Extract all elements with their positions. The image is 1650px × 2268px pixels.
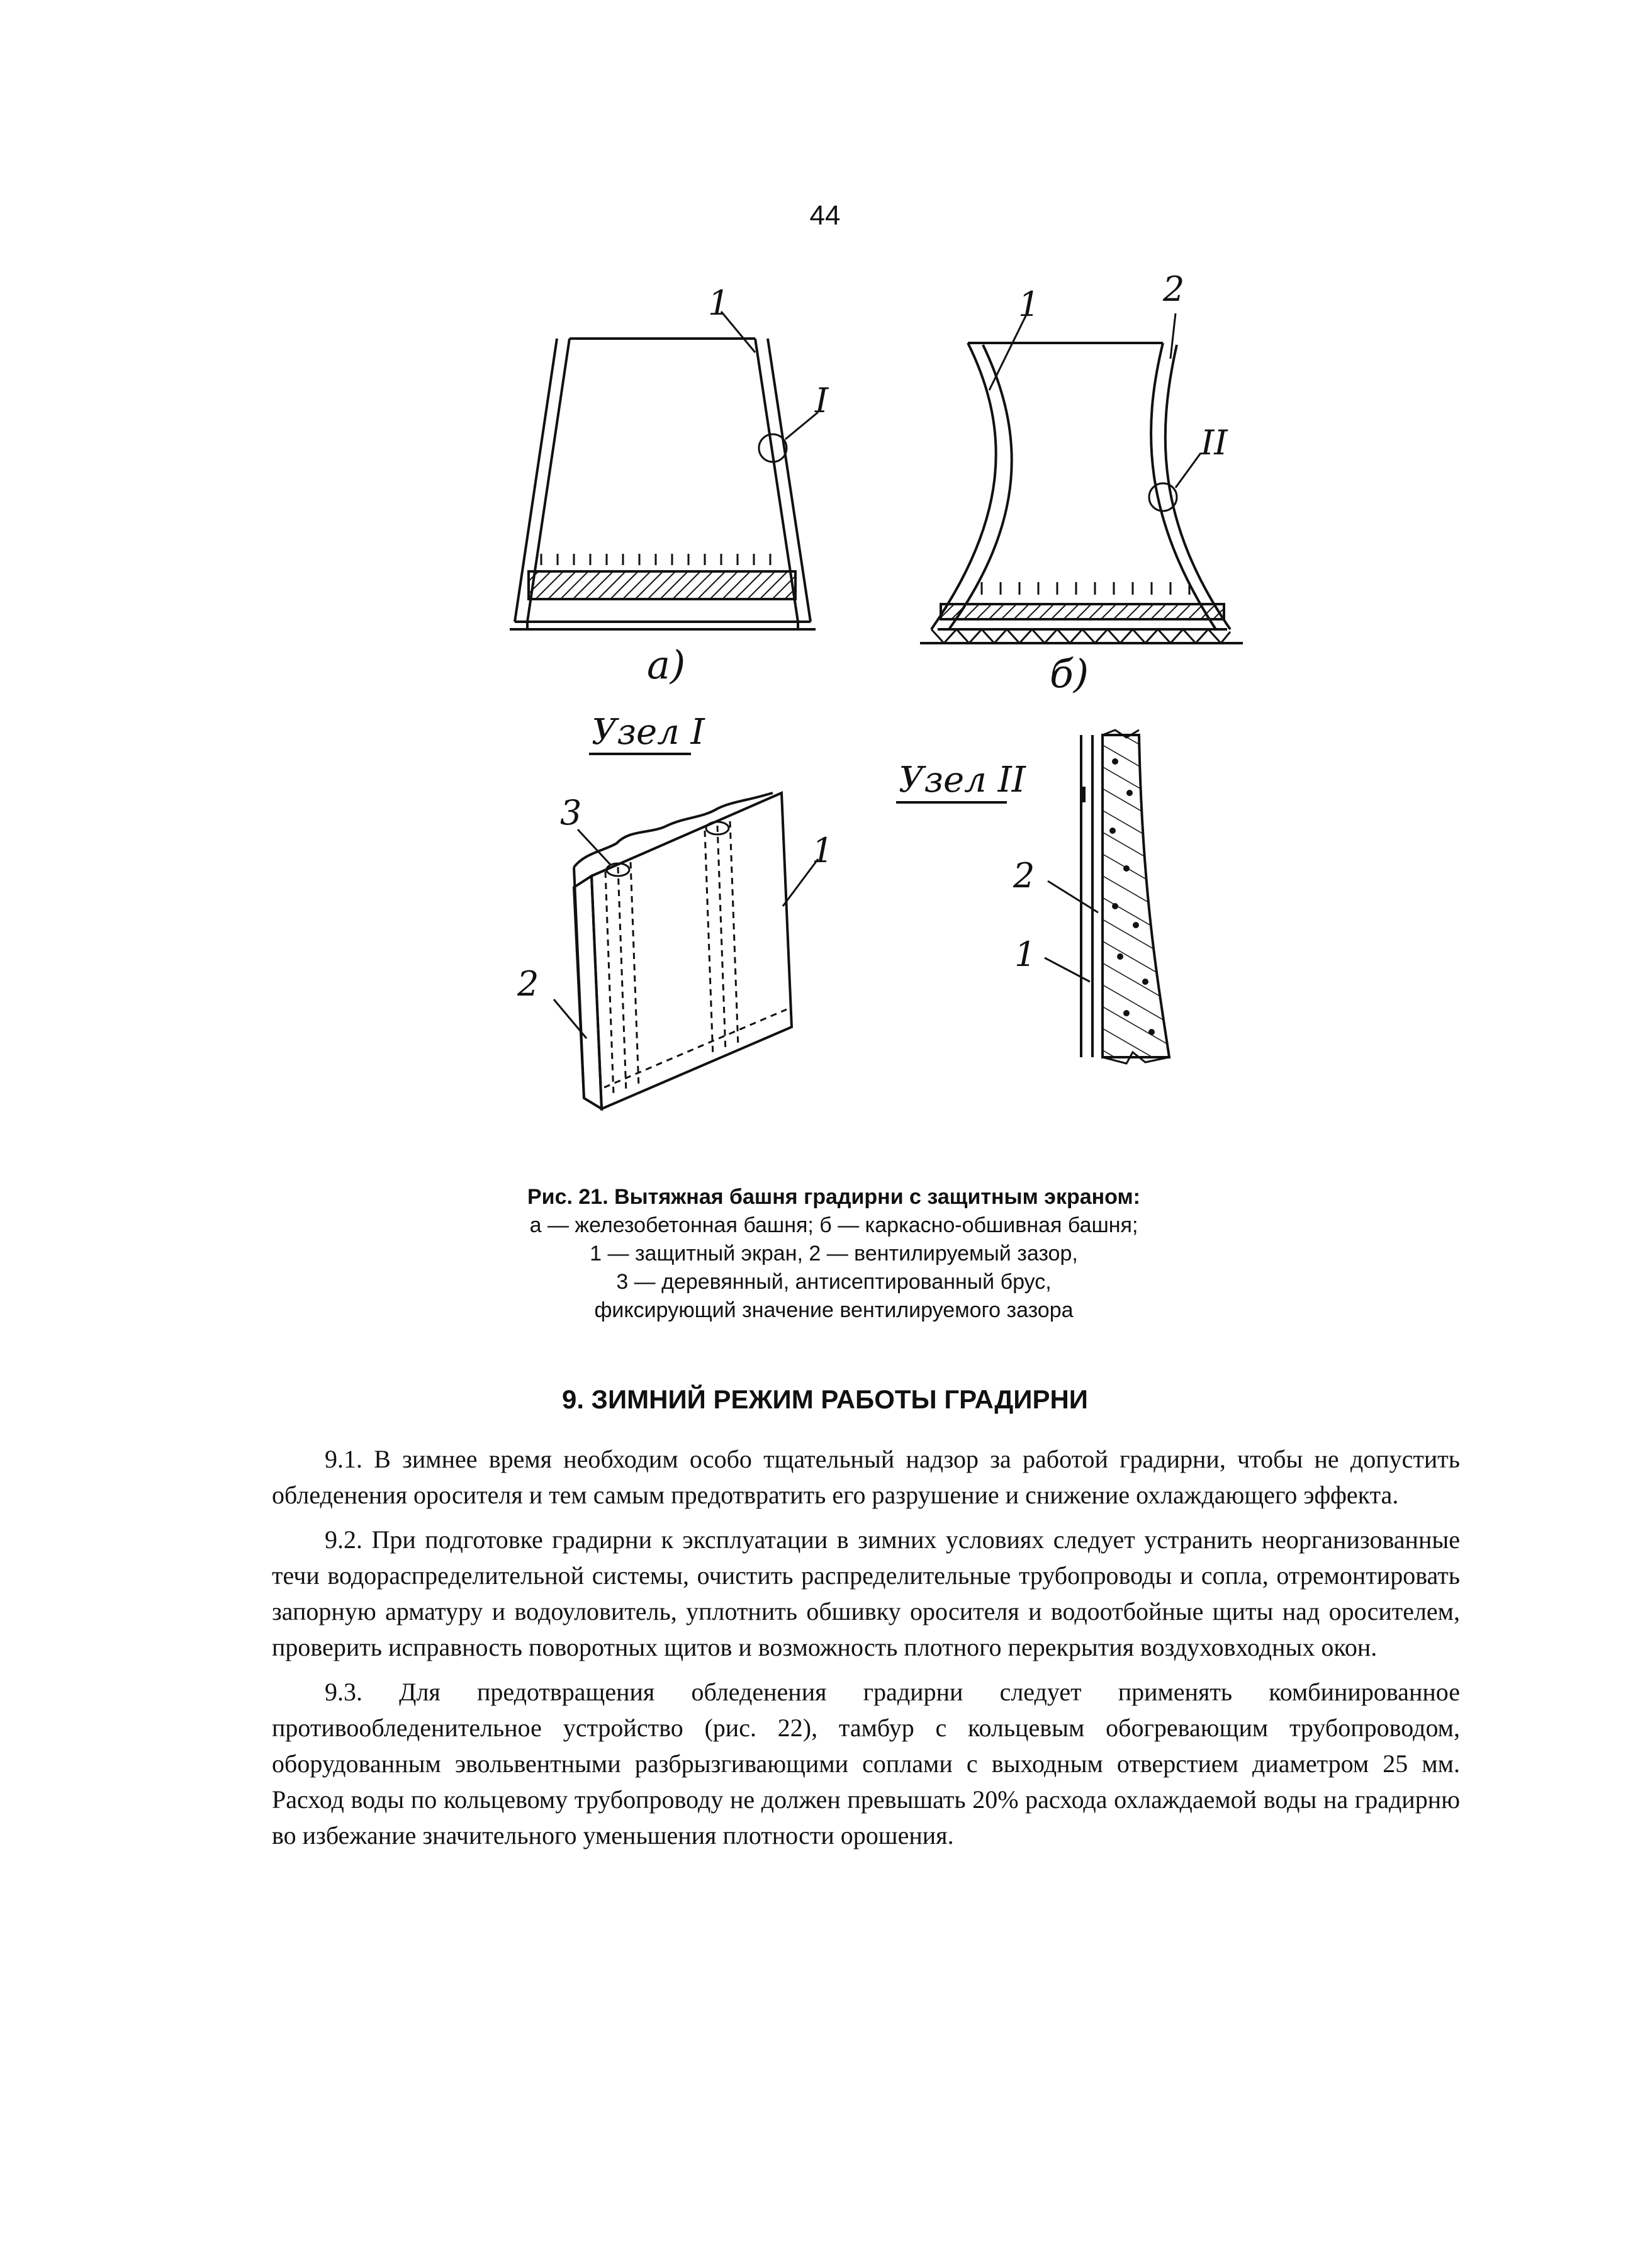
node-i-title: Узел I <box>592 712 705 753</box>
caption-line-5: фиксирующий значение вентилируемого зазора <box>594 1298 1074 1322</box>
section-body <box>272 1441 1460 1862</box>
tower-a-callout-1: 1 <box>708 283 730 323</box>
node-ii-callout-2: 2 <box>1013 856 1035 895</box>
node-i-callout-1: 1 <box>812 831 834 870</box>
paragraph-9-3: 9.3. Для предотвращения обледенения градирни следует применять комбинированное противообледенительное устройство (рис. 22), тамбур с кольцевым обогревающим трубопроводом, оборудованным эвольвентными разбрызгивающими соплами с выходным отверстием диаметром 25 мм. Расход воды по кольцевому трубопроводу не должен превышать 20% расхода охлаждаемой воды на градирню во избежание значительного уменьшения плотности орошения. <box>272 1678 1460 1850</box>
tower-a-callout-node-i: I <box>815 381 829 420</box>
caption-line-2: а — железобетонная башня; б — каркасно-обшивная башня; <box>529 1213 1138 1237</box>
tower-a-drawing <box>510 312 818 629</box>
node-ii-callout-1: 1 <box>1014 935 1036 974</box>
tower-b-drawing <box>920 313 1243 643</box>
node-i-drawing <box>554 793 818 1109</box>
tower-b-callout-2: 2 <box>1163 269 1185 309</box>
section-title: 9. ЗИМНИЙ РЕЖИМ РАБОТЫ ГРАДИРНИ <box>561 1384 1088 1414</box>
figure-caption <box>378 1183 1290 1325</box>
node-i-callout-3: 3 <box>560 793 582 833</box>
node-ii-drawing <box>1045 730 1169 1064</box>
label-a: а) <box>647 642 686 688</box>
page-number: 44 <box>809 200 841 231</box>
caption-line-4: 3 — деревянный, антисептированный брус, <box>616 1270 1052 1294</box>
node-i-callout-2: 2 <box>517 964 539 1004</box>
node-ii-title: Узел II <box>899 760 1026 800</box>
caption-line-3: 1 — защитный экран, 2 — вентилируемый зазор, <box>590 1242 1078 1266</box>
tower-b-callout-1: 1 <box>1018 284 1040 324</box>
tower-b-callout-node-ii: II <box>1201 423 1228 463</box>
label-b: б) <box>1050 651 1089 697</box>
paragraph-9-2: 9.2. При подготовке градирни к эксплуатации в зимних условиях следует устранить неорганизованные течи водораспределительной системы, очистить распределительные трубопроводы и сопла, отремонтировать запорную арматуру и водоуловитель, уплотнить обшивку оросителя и водоотбойные щиты над оросителем, проверить исправность поворотных щитов и возможность плотного перекрытия воздуховходных окон. <box>272 1525 1460 1661</box>
caption-title: Рис. 21. Вытяжная башня градирни с защитным экраном: <box>527 1185 1140 1209</box>
paragraph-9-1: 9.1. В зимнее время необходим особо тщательный надзор за работой градирни, чтобы не допустить обледенения оросителя и тем самым предотвратить его разрушение и снижение охлаждающего эффекта. <box>272 1445 1460 1509</box>
